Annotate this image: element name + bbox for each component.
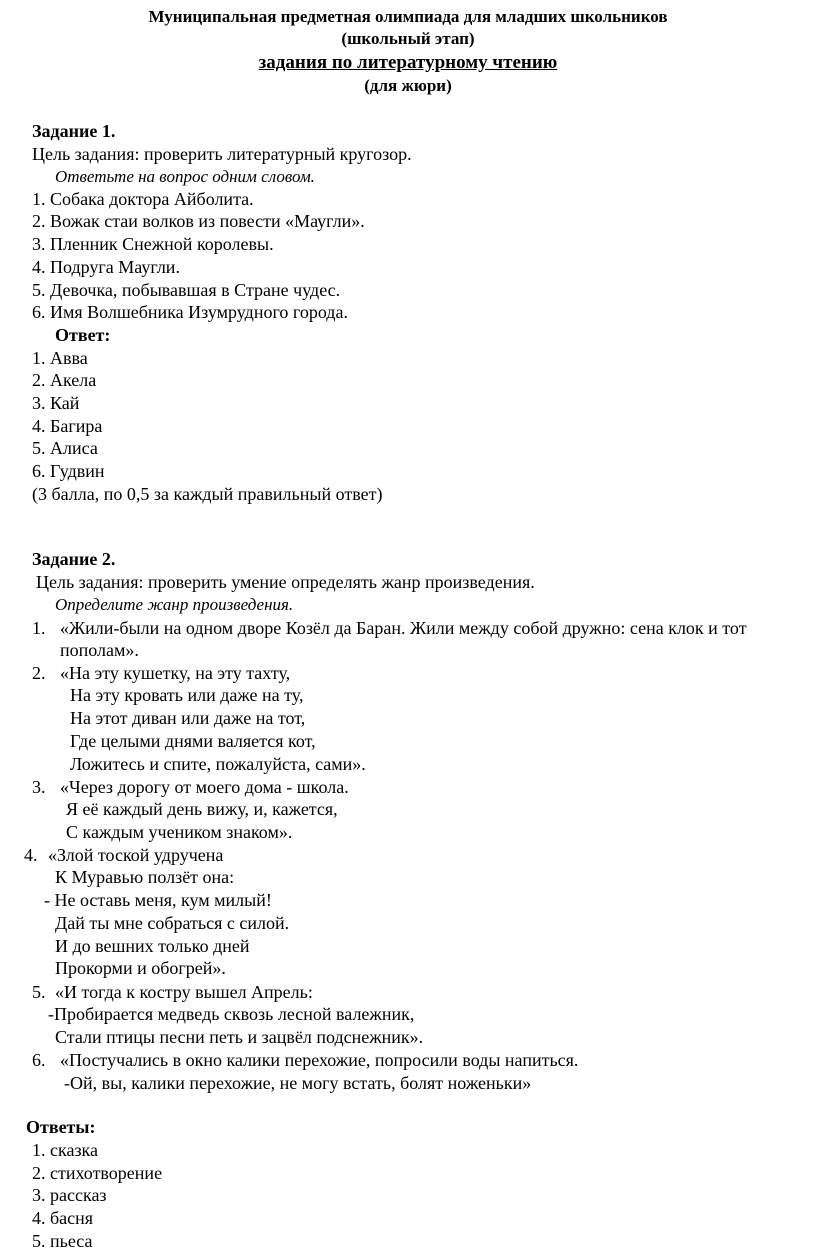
task1-answer: 6. Гудвин bbox=[32, 461, 105, 481]
task2-item-line: Стали птицы песни петь и зацвёл подснежник». bbox=[55, 1027, 424, 1047]
task2-answer: 4. басня bbox=[32, 1208, 94, 1228]
task2-answers-heading: Ответы: bbox=[26, 1117, 96, 1137]
task2-item-line: «Через дорогу от моего дома - школа. bbox=[60, 777, 349, 797]
document-subtitle: задания по литературному чтению bbox=[258, 52, 558, 73]
task2-answer: 1. сказка bbox=[32, 1140, 99, 1160]
task2-item-number: 6. bbox=[32, 1050, 46, 1070]
task2-item-line: На эту кровать или даже на ту, bbox=[70, 685, 304, 705]
task2-item-line: На этот диван или даже на тот, bbox=[70, 708, 306, 728]
task2-item-line: К Муравью ползёт она: bbox=[55, 867, 235, 887]
task2-item-line: -Пробирается медведь сквозь лесной валежник, bbox=[48, 1004, 415, 1024]
task1-goal: Цель задания: проверить литературный кругозор. bbox=[32, 144, 412, 164]
task1-scoring: (3 балла, по 0,5 за каждый правильный ответ) bbox=[32, 484, 383, 504]
task1-question: 6. Имя Волшебника Изумрудного города. bbox=[32, 302, 348, 322]
document-stage: (школьный этап) bbox=[341, 29, 475, 48]
document-audience: (для жюри) bbox=[364, 76, 452, 95]
task2-item-line: Дай ты мне собраться с силой. bbox=[55, 913, 290, 933]
task1-answer: 3. Кай bbox=[32, 393, 80, 413]
task2-item-line: «Жили-были на одном дворе Козёл да Баран. Жили между собой дружно: сена клок и тот bbox=[60, 618, 747, 638]
task2-item-number: 4. bbox=[24, 845, 38, 865]
task1-question: 1. Собака доктора Айболита. bbox=[32, 189, 254, 209]
document-title: Муниципальная предметная олимпиада для младших школьников bbox=[148, 7, 668, 26]
task2-item-number: 1. bbox=[32, 618, 46, 638]
task2-item-line: пополам». bbox=[60, 640, 139, 660]
task2-answer: 5. пьеса bbox=[32, 1231, 93, 1251]
task1-answer: 1. Авва bbox=[32, 348, 88, 368]
task2-item-line: «И тогда к костру вышел Апрель: bbox=[55, 982, 313, 1002]
task1-answer: 5. Алиса bbox=[32, 438, 98, 458]
task1-answer: 2. Акела bbox=[32, 370, 97, 390]
task2-item-line: Я её каждый день вижу, и, кажется, bbox=[66, 799, 338, 819]
task2-item-line: И до вешних только дней bbox=[55, 936, 250, 956]
task1-question: 2. Вожак стаи волков из повести «Маугли». bbox=[32, 211, 365, 231]
task1-answer-heading: Ответ: bbox=[55, 325, 111, 345]
task1-instruction: Ответьте на вопрос одним словом. bbox=[55, 167, 315, 186]
task2-item-line: -Ой, вы, калики перехожие, не могу встать, болят ноженьки» bbox=[64, 1073, 532, 1093]
task2-item-line: «На эту кушетку, на эту тахту, bbox=[60, 663, 291, 683]
task2-item-number: 3. bbox=[32, 777, 46, 797]
task1-question: 5. Девочка, побывавшая в Стране чудес. bbox=[32, 280, 341, 300]
task2-item-line: «Злой тоской удручена bbox=[48, 845, 224, 865]
task2-item-number: 5. bbox=[32, 982, 46, 1002]
task2-answer: 2. стихотворение bbox=[32, 1163, 163, 1183]
task2-heading: Задание 2. bbox=[32, 549, 116, 569]
task2-answer: 3. рассказ bbox=[32, 1185, 107, 1205]
task2-item-line: Ложитесь и спите, пожалуйста, сами». bbox=[70, 754, 366, 774]
task1-question: 3. Пленник Снежной королевы. bbox=[32, 234, 274, 254]
task1-question: 4. Подруга Маугли. bbox=[32, 257, 180, 277]
task1-answer: 4. Багира bbox=[32, 416, 103, 436]
task2-item-number: 2. bbox=[32, 663, 46, 683]
task2-item-line: Прокорми и обогрей». bbox=[55, 958, 226, 978]
task2-item-line: С каждым учеником знаком». bbox=[66, 822, 293, 842]
task2-instruction: Определите жанр произведения. bbox=[55, 595, 294, 614]
task2-goal: Цель задания: проверить умение определять жанр произведения. bbox=[36, 572, 535, 592]
task2-item-line: Где целыми днями валяется кот, bbox=[70, 731, 316, 751]
task2-item-line: «Постучались в окно калики перехожие, попросили воды напиться. bbox=[60, 1050, 579, 1070]
task1-heading: Задание 1. bbox=[32, 121, 116, 141]
task2-item-line: - Не оставь меня, кум милый! bbox=[44, 890, 272, 910]
